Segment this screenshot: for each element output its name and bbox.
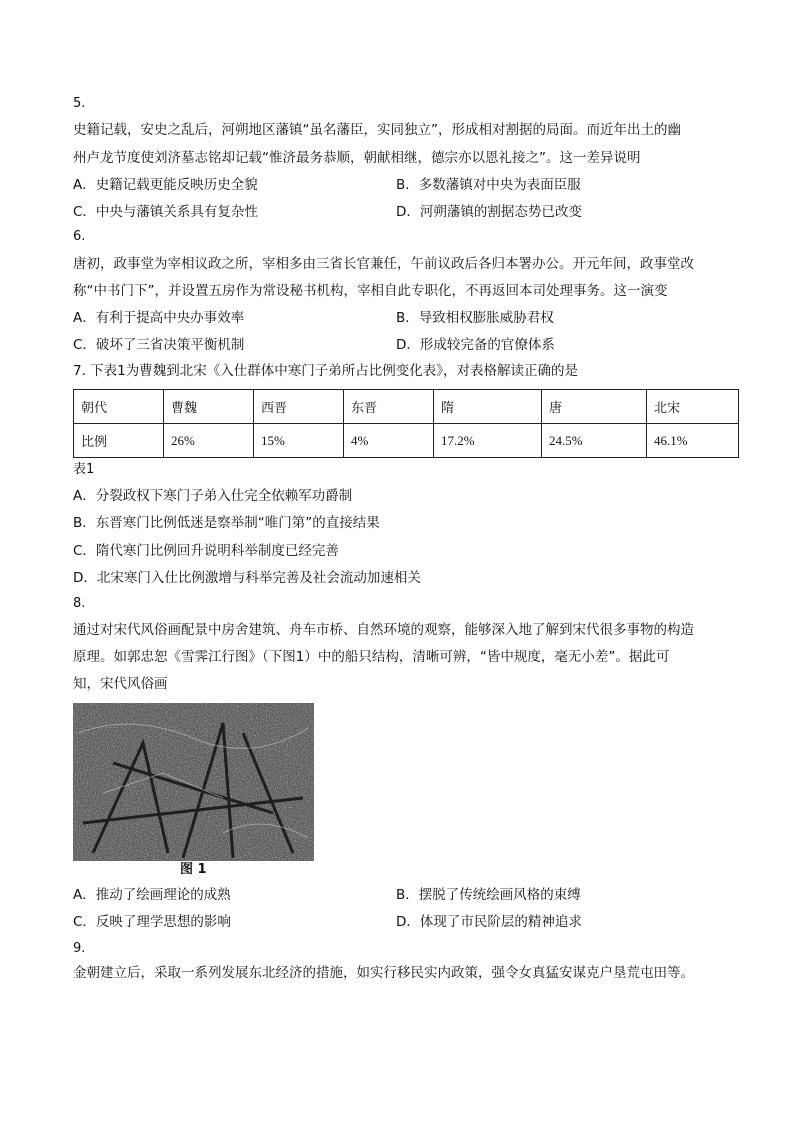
table-header-cell: 西晋 [254,390,344,424]
painting-image [73,703,314,861]
q7-stem: 7. 下表1为曹魏到北宋《入仕群体中寒门子弟所占比例变化表》，对表格解读正确的是 [73,363,579,379]
q8-stem-line-2: 原理。如郭忠恕《雪霁江行图》（下图1）中的船只结构，清晰可辨，“皆中规度，毫无小差”。据此可 [73,649,670,665]
table-cell: 26% [164,424,254,458]
q8-option-b: B．摆脱了传统绘画风格的束缚 [396,887,581,903]
table-header-cell: 隋 [434,390,542,424]
q7-option-a: A．分裂政权下寒门子弟入仕完全依赖军功爵制 [73,488,353,504]
q8-option-c: C．反映了理学思想的影响 [73,914,231,930]
q9-stem-line-1: 金朝建立后，采取一系列发展东北经济的措施，如实行移民实内政策，强令女真猛安谋克户垦荒屯田等。 [73,965,694,981]
q9-number: 9. [73,941,86,956]
q6-stem-line-2: 称“中书门下”，并设置五房作为常设秘书机构，宰相自此专职化，不再返回本司处理事务。这一演变 [73,283,668,299]
table-cell: 24.5% [542,424,647,458]
q6-stem-line-1: 唐初，政事堂为宰相议政之所，宰相多由三省长官兼任，午前议政后各归本署办公。开元年间，政事堂改 [73,256,694,272]
figure-caption: 图 1 [180,862,207,877]
q5-number: 5. [73,96,86,111]
q7-option-d: D．北宋寒门入仕比例激增与科举完善及社会流动加速相关 [73,570,421,586]
q7-option-c: C．隋代寒门比例回升说明科举制度已经完善 [73,543,339,559]
table-cell: 15% [254,424,344,458]
q6-option-a: A．有利于提高中央办事效率 [73,310,245,326]
table-cell: 46.1% [647,424,739,458]
table-header-cell: 朝代 [74,390,164,424]
table-cell: 比例 [74,424,164,458]
q8-number: 8. [73,596,86,611]
table-header-cell: 曹魏 [164,390,254,424]
q7-option-b: B．东晋寒门比例低迷是察举制“唯门第”的直接结果 [73,515,380,531]
painting-illustration [73,703,314,861]
q6-option-b: B．导致相权膨胀威胁君权 [396,310,554,326]
q5-option-a: A．史籍记载更能反映历史全貌 [73,177,258,193]
q5-option-b: B．多数藩镇对中央为表面臣服 [396,177,581,193]
q8-stem-line-3: 知，宋代风俗画 [73,676,168,692]
table-row [74,424,739,458]
table-header-row [74,390,739,424]
q6-number: 6. [73,229,86,244]
table-header-cell: 北宋 [647,390,739,424]
q7-table-caption: 表1 [73,462,95,477]
q8-option-d: D．体现了市民阶层的精神追求 [396,914,582,930]
q8-option-a: A．推动了绘画理论的成熟 [73,887,231,903]
q5-option-c: C．中央与藩镇关系具有复杂性 [73,204,258,220]
q5-option-d: D．河朔藩镇的割据态势已改变 [396,204,582,220]
q5-stem-line-2: 州卢龙节度使刘济墓志铭却记载“惟济最务恭顺，朝献相继，德宗亦以恩礼接之”。这一差异说明 [73,150,641,166]
q8-stem-line-1: 通过对宋代风俗画配景中房舍建筑、舟车市桥、自然环境的观察，能够深入地了解到宋代很多事物的构造 [73,622,694,638]
table-header-cell: 东晋 [344,390,434,424]
q6-option-c: C．破坏了三省决策平衡机制 [73,337,245,353]
table-cell: 17.2% [434,424,542,458]
table-cell: 4% [344,424,434,458]
q6-option-d: D．形成较完备的官僚体系 [396,337,555,353]
q7-table [73,389,739,458]
table-header-cell: 唐 [542,390,647,424]
q5-stem-line-1: 史籍记载，安史之乱后，河朔地区藩镇“虽名藩臣，实同独立”，形成相对割据的局面。而近年出土的幽 [73,122,681,138]
